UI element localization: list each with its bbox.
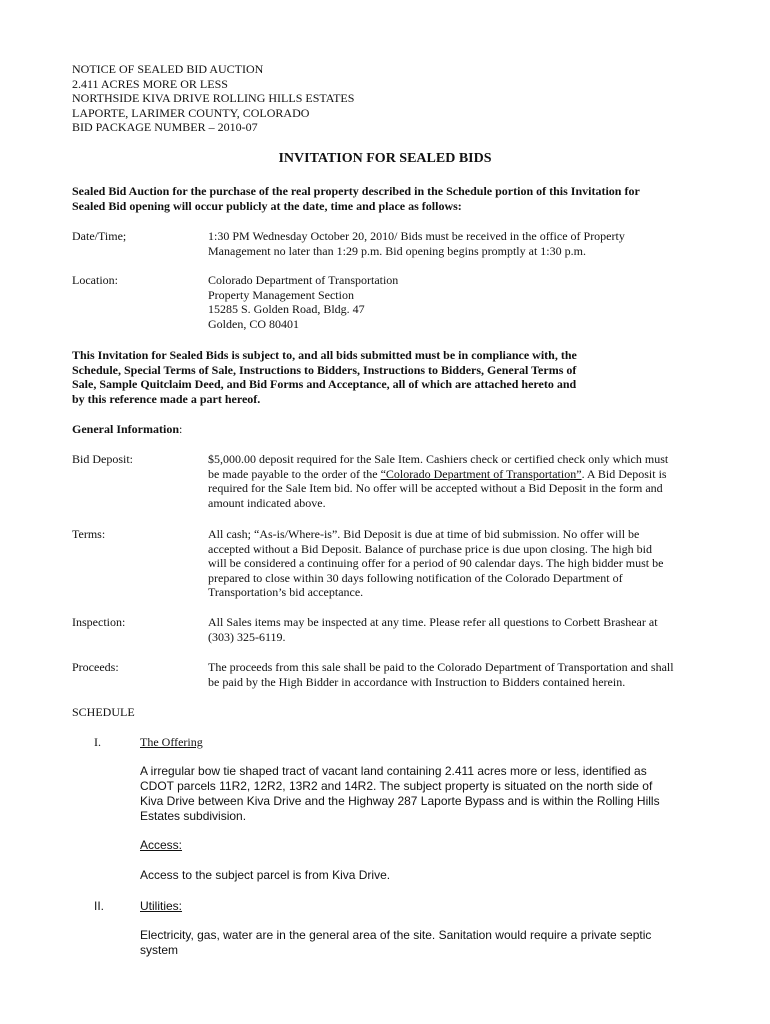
schedule-item-number: II.	[94, 899, 105, 913]
utilities-description: Electricity, gas, water are in the general area of the site. Sanitation would require a private septic system	[140, 928, 652, 957]
access-heading-text: Access:	[140, 838, 183, 852]
payee-name: “Colorado Department of Transportation”	[380, 466, 582, 481]
inspection-label: Inspection:	[72, 615, 126, 629]
header-line: 2.411 ACRES MORE OR LESS	[72, 76, 228, 91]
general-information-title: General Information	[72, 422, 179, 436]
proceeds-value: The proceeds from this sale shall be paid to the Colorado Department of Transportation and shall be paid by the High Bidder in accordance with Instruction to Bidders contained herein.	[208, 660, 674, 689]
datetime-value: 1:30 PM Wednesday October 20, 2010/ Bids must be received in the office of Property Management no later than 1:29 p.m. Bid opening begins promptly at 1:30 p.m.	[208, 229, 625, 258]
inspection-value: All Sales items may be inspected at any time. Please refer all questions to Corbett Brashear at (303) 325-6119.	[208, 615, 658, 644]
schedule-item-title: Utilities:	[140, 899, 183, 913]
schedule-item-number: I.	[94, 735, 101, 749]
terms-label: Terms:	[72, 527, 106, 541]
schedule-heading: SCHEDULE	[72, 705, 135, 719]
location-label: Location:	[72, 273, 118, 287]
terms-value: All cash; “As-is/Where-is”. Bid Deposit is due at time of bid submission. No offer will be accepted without a Bid Deposit. Balance of purchase price is due upon closing. The high bid will be considered a continuing offer for a period of 90 calendar days. The high bidder must be prepared to close within 30 days following notification of the Colorado Department of Transportation’s bid acceptance.	[208, 527, 664, 600]
offering-description: A irregular bow tie shaped tract of vacant land containing 2.411 acres more or less, identified as CDOT parcels 11R2, 12R2, 13R2 and 14R2. The subject property is situated on the north side of Kiva Drive between Kiva Drive and the Highway 287 Laporte Bypass and is within the Rolling Hills Estates subdivision.	[140, 764, 660, 823]
subject-paragraph: This Invitation for Sealed Bids is subject to, and all bids submitted must be in compliance with, the Schedule, Special Terms of Sale, Instructions to Bidders, Instructions to Bidders, General Terms of Sale, Sample Quitclaim Deed, and Bid Forms and Acceptance, all of which are attached hereto and by this reference made a part hereof.	[72, 348, 577, 406]
header-line: NORTHSIDE KIVA DRIVE ROLLING HILLS ESTATES	[72, 91, 355, 106]
general-information-heading	[72, 422, 182, 437]
location-value: Colorado Department of Transportation Property Management Section 15285 S. Golden Road, Bldg. 47 Golden, CO 80401	[208, 273, 399, 331]
notice-header	[72, 62, 354, 135]
bid-deposit-label: Bid Deposit:	[72, 452, 134, 466]
bid-deposit-value	[208, 452, 704, 510]
datetime-label: Date/Time;	[72, 229, 127, 243]
proceeds-label: Proceeds:	[72, 660, 119, 674]
header-line: LAPORTE, LARIMER COUNTY, COLORADO	[72, 105, 310, 120]
general-information-colon: :	[179, 422, 183, 436]
header-line: BID PACKAGE NUMBER – 2010-07	[72, 120, 258, 135]
document-title: INVITATION FOR SEALED BIDS	[278, 151, 492, 166]
access-description: Access to the subject parcel is from Kiva Drive.	[140, 868, 391, 882]
bid-deposit-text-b: . A Bid Deposit is required for the Sale Item bid. No offer will be accepted without a Bid Deposit in the form and amount indicated above.	[208, 466, 667, 510]
access-heading	[140, 838, 695, 853]
schedule-item-title: The Offering	[140, 735, 203, 749]
bid-deposit-text-a: $5,000.00 deposit required for the Sale Item. Cashiers check or certified check only which must be made payable to the order of the	[208, 452, 669, 481]
header-line: NOTICE OF SEALED BID AUCTION	[72, 62, 264, 76]
intro-paragraph: Sealed Bid Auction for the purchase of the real property described in the Schedule portion of this Invitation for Sealed Bid opening will occur publicly at the date, time and place as follows:	[72, 184, 640, 213]
